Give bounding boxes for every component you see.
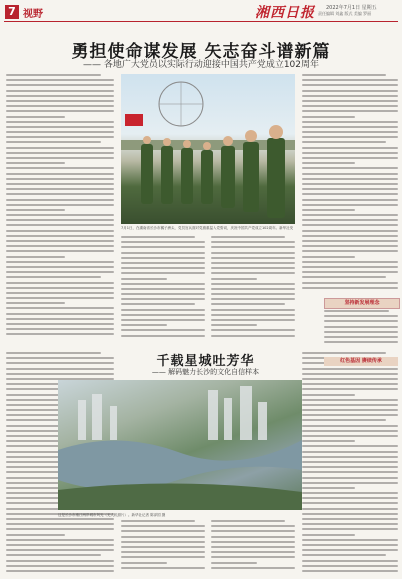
text-line xyxy=(302,554,386,556)
text-line xyxy=(121,567,205,569)
text-line xyxy=(211,567,295,569)
text-line xyxy=(6,523,114,525)
text-line xyxy=(324,331,398,333)
text-line xyxy=(6,357,114,359)
text-line xyxy=(6,518,114,520)
page-number: 7 xyxy=(5,5,19,19)
text-line xyxy=(302,141,386,143)
text-line xyxy=(302,425,398,427)
text-line xyxy=(6,292,114,294)
text-line xyxy=(6,271,114,273)
text-line xyxy=(211,246,295,248)
text-line xyxy=(6,209,65,211)
text-line xyxy=(302,209,355,211)
text-line xyxy=(302,121,398,123)
text-line xyxy=(6,74,101,76)
text-line xyxy=(302,419,386,421)
text-line xyxy=(302,528,398,530)
text-line xyxy=(6,570,114,572)
text-line xyxy=(6,152,114,154)
text-line xyxy=(6,100,114,102)
text-line xyxy=(302,173,398,175)
text-line xyxy=(302,95,398,97)
text-line xyxy=(211,562,257,564)
text-line xyxy=(6,528,114,530)
text-line xyxy=(302,250,398,252)
text-line xyxy=(302,482,398,484)
text-line xyxy=(6,373,114,375)
text-line xyxy=(121,319,205,321)
article-2-column-2 xyxy=(121,520,205,576)
text-line xyxy=(6,193,114,195)
text-line xyxy=(6,256,65,258)
text-line xyxy=(211,546,295,548)
text-line xyxy=(6,126,114,128)
text-line xyxy=(121,525,205,527)
article-2-column-3 xyxy=(211,520,295,576)
text-line xyxy=(302,440,355,442)
text-line xyxy=(121,335,205,337)
text-line xyxy=(6,287,114,289)
text-line xyxy=(6,224,114,226)
text-line xyxy=(6,199,114,201)
text-line xyxy=(302,199,398,201)
text-line xyxy=(6,266,114,268)
text-line xyxy=(6,167,114,169)
subsection-heading-1: 坚持新发展理念 xyxy=(324,298,400,309)
text-line xyxy=(6,136,114,138)
text-line xyxy=(6,157,114,159)
text-line xyxy=(211,536,295,538)
text-line xyxy=(302,570,398,572)
text-line xyxy=(302,352,386,354)
text-line xyxy=(121,541,205,543)
text-line xyxy=(302,147,398,149)
text-line xyxy=(302,105,398,107)
text-line xyxy=(302,409,398,411)
text-line xyxy=(211,525,295,527)
text-line xyxy=(6,276,101,278)
text-line xyxy=(324,320,398,322)
text-line xyxy=(6,250,114,252)
text-line xyxy=(211,236,285,238)
text-line xyxy=(302,451,398,453)
text-line xyxy=(324,326,398,328)
text-line xyxy=(302,383,398,385)
text-line xyxy=(302,183,398,185)
text-line xyxy=(302,219,398,221)
text-line xyxy=(121,252,205,254)
text-line xyxy=(302,435,398,437)
subheadline-2: —— 解码魅力长沙的文化自信样本 xyxy=(151,368,260,376)
text-line xyxy=(6,328,114,330)
text-line xyxy=(211,241,295,243)
article-1-column-4 xyxy=(302,74,398,294)
text-line xyxy=(6,188,114,190)
text-line xyxy=(6,79,114,81)
subheadline-1: —— 各地广大党员以实际行动迎接中国共产党成立102周年 xyxy=(82,60,320,70)
text-line xyxy=(302,466,398,468)
text-line xyxy=(302,477,398,479)
text-line xyxy=(211,556,295,558)
article-1-column-5 xyxy=(324,310,398,350)
text-line xyxy=(6,352,101,354)
text-line xyxy=(302,518,398,520)
text-line xyxy=(6,534,65,536)
text-line xyxy=(121,262,205,264)
text-line xyxy=(121,562,167,564)
editor-credits: 责任编辑 刘鑫 版式 美编 罗丽 xyxy=(318,11,372,16)
text-line xyxy=(6,178,114,180)
text-line xyxy=(302,90,398,92)
text-line xyxy=(6,565,114,567)
text-line xyxy=(302,256,355,258)
text-line xyxy=(6,318,114,320)
text-line xyxy=(121,241,205,243)
text-line xyxy=(121,556,205,558)
text-line xyxy=(302,235,398,237)
text-line xyxy=(302,487,355,489)
text-line xyxy=(302,523,398,525)
text-line xyxy=(211,309,295,311)
text-line xyxy=(211,530,295,532)
text-line xyxy=(302,544,398,546)
city-aerial-photo xyxy=(58,380,302,510)
text-line xyxy=(121,278,167,280)
text-line xyxy=(211,252,295,254)
article-1-column-3 xyxy=(211,236,295,344)
text-line xyxy=(211,335,295,337)
text-line xyxy=(6,214,114,216)
text-line xyxy=(6,116,65,118)
text-line xyxy=(6,240,114,242)
text-line xyxy=(302,445,398,447)
text-line xyxy=(302,534,355,536)
text-line xyxy=(211,541,295,543)
headline-2: 千载星城吐芳华 xyxy=(156,354,255,369)
text-line xyxy=(121,314,205,316)
text-line xyxy=(211,551,295,553)
text-line xyxy=(302,287,398,289)
text-line xyxy=(6,333,114,335)
text-line xyxy=(302,266,398,268)
text-line xyxy=(302,224,398,226)
text-line xyxy=(302,539,398,541)
section-name: 视野 xyxy=(23,9,43,20)
text-line xyxy=(302,560,398,562)
text-line xyxy=(324,341,398,343)
text-line xyxy=(121,520,195,522)
text-line xyxy=(211,278,257,280)
article-1-column-2 xyxy=(121,236,205,344)
honor-guard-photo xyxy=(121,74,295,224)
text-line xyxy=(6,282,114,284)
text-line xyxy=(6,487,65,489)
text-line xyxy=(302,167,398,169)
text-line xyxy=(121,288,205,290)
text-line xyxy=(211,293,295,295)
text-line xyxy=(302,549,398,551)
text-line xyxy=(324,310,389,312)
text-line xyxy=(121,246,205,248)
dateline: 2022年7月1日 星期五 xyxy=(326,5,377,11)
text-line xyxy=(302,399,398,401)
masthead-rule xyxy=(4,21,398,22)
text-line xyxy=(302,373,398,375)
text-line xyxy=(6,105,114,107)
text-line xyxy=(302,79,398,81)
text-line xyxy=(6,368,114,370)
text-line xyxy=(302,394,355,396)
text-line xyxy=(121,236,195,238)
text-line xyxy=(6,204,114,206)
subsection-heading-2: 红色基因 赓续传承 xyxy=(324,357,398,366)
text-line xyxy=(121,329,205,331)
text-line xyxy=(302,513,398,515)
text-line xyxy=(6,560,114,562)
text-line xyxy=(302,388,398,390)
text-line xyxy=(211,257,295,259)
text-line xyxy=(302,152,398,154)
text-line xyxy=(6,110,114,112)
text-line xyxy=(302,492,398,494)
text-line xyxy=(211,329,295,331)
photo-caption-1: 7月1日，在湖南省长沙市橘子洲头，党员官兵面对党旗重温入党誓词，庆祝中国共产党成立102周年。新华社发 xyxy=(121,226,294,230)
text-line xyxy=(6,230,114,232)
text-line xyxy=(6,261,114,263)
text-line xyxy=(211,303,285,305)
text-line xyxy=(302,230,398,232)
text-line xyxy=(6,539,114,541)
text-line xyxy=(6,95,114,97)
text-line xyxy=(6,440,65,442)
text-line xyxy=(302,126,398,128)
text-line xyxy=(302,502,398,504)
text-line xyxy=(302,178,398,180)
text-line xyxy=(6,544,114,546)
text-line xyxy=(211,298,295,300)
text-line xyxy=(6,362,114,364)
text-line xyxy=(302,497,398,499)
text-line xyxy=(6,147,114,149)
text-line xyxy=(302,456,398,458)
text-line xyxy=(211,267,295,269)
text-line xyxy=(6,162,65,164)
text-line xyxy=(211,319,295,321)
headline-1: 勇担使命谋发展 矢志奋斗谱新篇 xyxy=(71,42,331,62)
text-line xyxy=(6,131,114,133)
text-line xyxy=(6,245,114,247)
text-line xyxy=(302,404,398,406)
text-line xyxy=(302,116,355,118)
text-line xyxy=(211,272,295,274)
text-line xyxy=(6,554,101,556)
text-line xyxy=(6,307,114,309)
text-line xyxy=(302,188,398,190)
text-line xyxy=(324,315,398,317)
text-line xyxy=(302,414,398,416)
text-line xyxy=(6,90,114,92)
text-line xyxy=(121,546,205,548)
text-line xyxy=(6,323,114,325)
text-line xyxy=(302,84,398,86)
text-line xyxy=(302,214,398,216)
text-line xyxy=(121,283,205,285)
text-line xyxy=(6,313,114,315)
text-line xyxy=(302,193,398,195)
text-line xyxy=(6,141,101,143)
text-line xyxy=(121,303,195,305)
text-line xyxy=(6,297,114,299)
text-line xyxy=(302,271,398,273)
text-line xyxy=(121,309,205,311)
text-line xyxy=(6,121,114,123)
text-line xyxy=(211,288,295,290)
text-line xyxy=(302,136,398,138)
newspaper-logo: 湘西日报 xyxy=(255,5,315,21)
text-line xyxy=(121,293,205,295)
text-line xyxy=(302,110,398,112)
text-line xyxy=(302,204,398,206)
text-line xyxy=(302,565,398,567)
text-line xyxy=(302,508,398,510)
text-line xyxy=(302,282,398,284)
text-line xyxy=(121,267,205,269)
text-line xyxy=(211,283,295,285)
text-line xyxy=(121,324,167,326)
text-line xyxy=(6,549,114,551)
photo-caption-2: 这是长沙市湘江两岸城市风光（无人机照片）。新华社记者 陈泽国 摄 xyxy=(58,513,166,517)
text-line xyxy=(121,257,205,259)
text-line xyxy=(121,272,205,274)
text-line xyxy=(6,219,114,221)
text-line xyxy=(324,336,398,338)
text-line xyxy=(6,394,65,396)
text-line xyxy=(6,84,114,86)
text-line xyxy=(211,314,295,316)
article-2-column-4 xyxy=(302,352,398,576)
text-line xyxy=(211,324,257,326)
text-line xyxy=(121,551,205,553)
text-line xyxy=(211,262,295,264)
text-line xyxy=(302,378,398,380)
text-line xyxy=(302,276,386,278)
text-line xyxy=(6,173,114,175)
text-line xyxy=(302,461,398,463)
text-line xyxy=(302,430,398,432)
text-line xyxy=(121,536,205,538)
text-line xyxy=(302,74,386,76)
text-line xyxy=(302,240,398,242)
text-line xyxy=(121,298,205,300)
text-line xyxy=(302,100,398,102)
text-line xyxy=(302,131,398,133)
text-line xyxy=(6,235,114,237)
text-line xyxy=(121,530,205,532)
text-line xyxy=(302,157,398,159)
text-line xyxy=(302,471,398,473)
text-line xyxy=(302,245,398,247)
text-line xyxy=(302,261,398,263)
text-line xyxy=(211,520,285,522)
article-1-column-1 xyxy=(6,74,114,344)
text-line xyxy=(302,162,355,164)
text-line xyxy=(6,302,65,304)
text-line xyxy=(302,368,398,370)
text-line xyxy=(6,183,114,185)
